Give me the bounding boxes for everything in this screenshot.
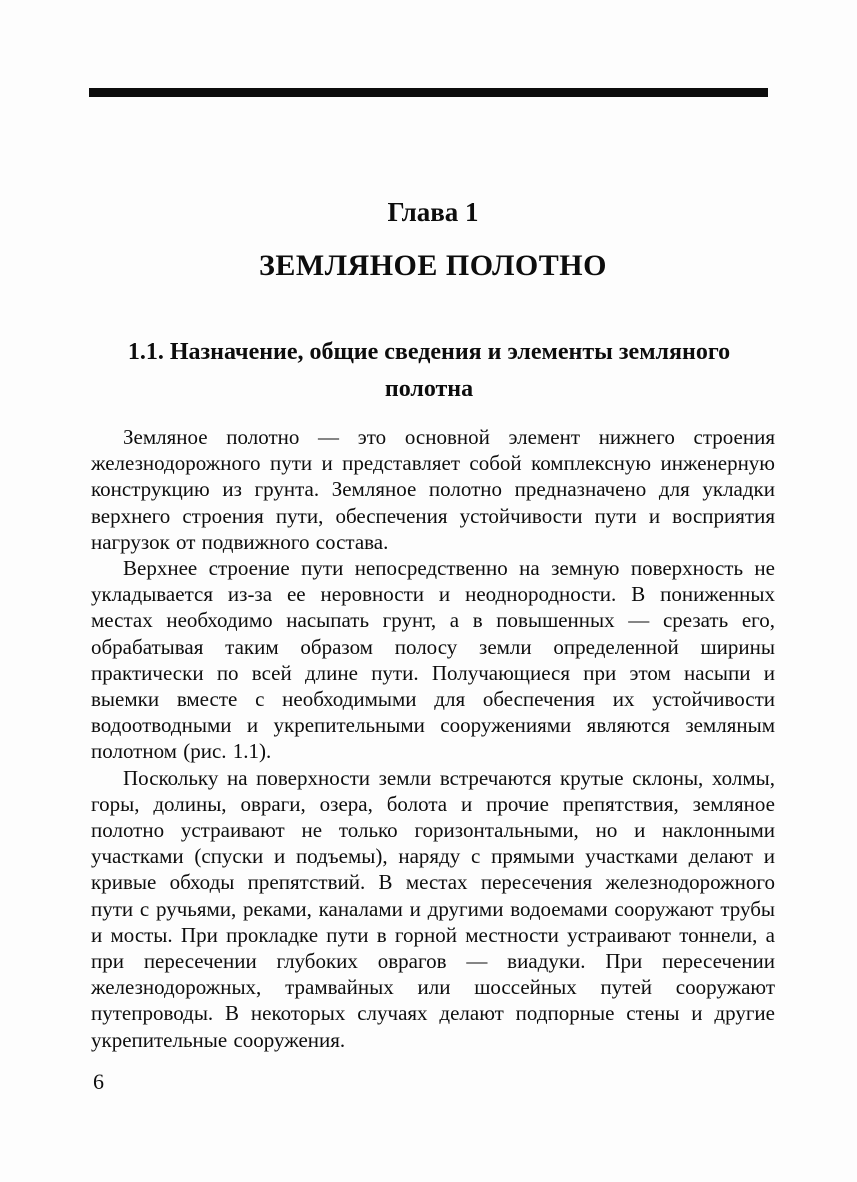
paragraph-1: Земляное полотно — это основной элемент нижнего строения железнодорожного пути и представляет собой комплексную инженерную конструкцию из грунта. Земляное полотно предназначено для укладки верхнего строения пути, обеспечения устойчивости пути и восприятия нагрузок от подвижного состава. xyxy=(91,425,775,554)
header-double-rule xyxy=(89,88,768,97)
chapter-number: Глава 1 xyxy=(387,197,479,227)
page-number: 6 xyxy=(93,1069,104,1094)
body-text xyxy=(91,424,775,1053)
paragraph-2: Верхнее строение пути непосредственно на земную поверхность не укладывается из-за ее неровности и неоднородности. В пониженных местах необходимо насыпать грунт, а в повышенных — срезать его, обрабатывая таким образом полосу земли определенной ширины практически по всей длине пути. Получающиеся при этом насыпи и выемки вместе с необходимыми для обеспечения их устойчивости водоотводными и укрепительными сооружениями являются земляным полотном (рис. 1.1). xyxy=(91,556,775,764)
section-heading: 1.1. Назначение, общие сведения и элементы земляного полотна xyxy=(127,339,731,402)
paragraph-3: Поскольку на поверхности земли встречаются крутые склоны, холмы, горы, долины, овраги, озера, болота и прочие препятствия, земляное полотно устраивают не только горизонтальными, но и наклонными участками (спуски и подъемы), наряду с прямыми участками делают и кривые обходы препятствий. В местах пересечения железнодорожного пути с ручьями, реками, каналами и другими водоемами сооружают трубы и мосты. При прокладке пути в горной местности устраивают тоннели, а при пересечении глубоких оврагов — виадуки. При пересечении железнодорожных, трамвайных или шоссейных путей сооружают путепроводы. В некоторых случаях делают подпорные стены и другие укрепительные сооружения. xyxy=(91,765,775,1052)
chapter-title: ЗЕМЛЯНОЕ ПОЛОТНО xyxy=(259,249,607,282)
